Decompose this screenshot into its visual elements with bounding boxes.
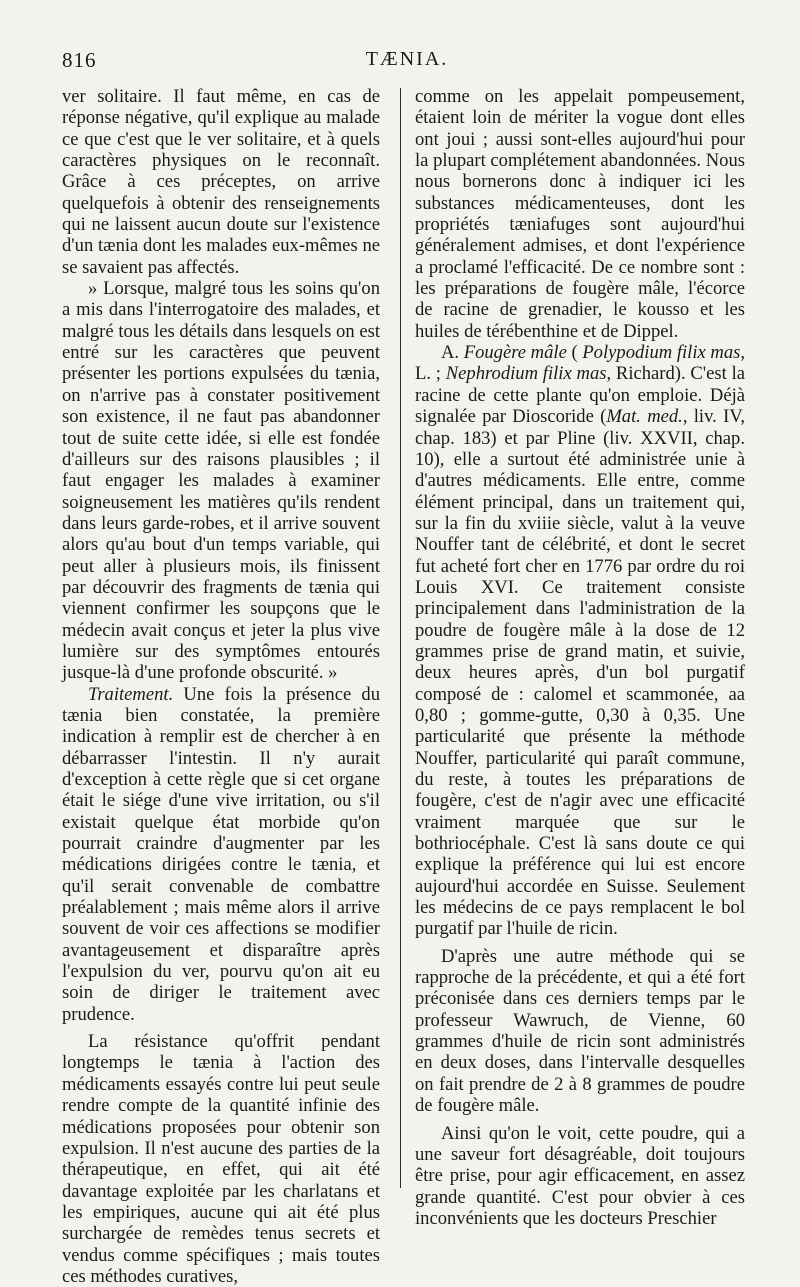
latin-name: Nephrodium filix mas [445,363,607,385]
page-header [62,48,752,80]
latin-name: Polypodium filix mas [582,342,741,364]
paragraph: comme on les appelait pompeusement, étaient loin de mériter la vogue dont elles ont joui ; aussi sont-elles aujourd'hui pour la plupart complétement abandonnées. Nous nous bornerons donc à indiquer ici les substances médicamenteuses, dont les propriétés tæniafuges sont aujourd'hui généralement admises, et dont l'expérience a proclamé l'efficacité. De ce nombre sont : les préparations de fougère mâle, l'écorce de racine de grenadier, le kousso et les huiles de térébenthine et de Dippel. [415,86,745,342]
paragraph-fougere [415,342,745,940]
text-span: , Richard). C'est la racine de cette plante qu'on emploie. Déjà signalée par Dioscoride ( [415,363,746,428]
text-span: , liv. IV, chap. 183) et par Pline (liv. XXVII, chap. 10), elle a surtout été administrée unie à d'autres médicaments. Elle entre, comme élément principal, dans un traitement qui, sur la fin du xviiie siècle, valut à la veuve Nouffer tant de célébrité, et dont le secret fut acheté fort cher en 1776 par ordre du roi Louis XVI. Ce traitement consiste principalement dans l'administration de la poudre de fougère mâle à la dose de 12 grammes prise de grand matin, et suivie, deux heures après, d'un bol purgatif composé de : calomel et scammonée, aa 0,80 ; gomme-gutte, 0,30 à 0,35. Une particularité que présente la méthode Nouffer, particularité qui paraît commune, du reste, à toutes les préparations de fougère, c'est de n'agir avec une efficacité vraiment marquée que sur le bothriocéphale. C'est là sans doute ce qui explique la préférence qui lui est encore aujourd'hui accordée en Suisse. Seulement les médecins de ce pays remplacent le bol purgatif par l'huile de ricin. [415,406,745,940]
column-divider [400,88,401,1188]
text-span: ( [566,342,583,364]
paragraph: ver solitaire. Il faut même, en cas de réponse négative, qu'il explique au malade ce que c'est que le ver solitaire, et à quels caractères physiques on le reconnaît. Grâce à ces préceptes, on arrive quelquefois à obtenir des renseignements qui ne laissent aucun doute sur l'existence d'un tænia dont les malades eux-mêmes ne se savaient pas affectés. [62,86,380,278]
left-column [62,86,380,1287]
paragraph: La résistance qu'offrit pendant longtemps le tænia à l'action des médicaments essayés contre lui peut seule rendre compte de la quantité infinie des médications proposées pour obtenir son expulsion. Il n'est aucune des parties de la thérapeutique, en effet, qui ait été davantage exploitée par les charlatans et les empiriques, aucune qui ait été plus surchargée de remèdes tenus secrets et vendus comme spécifiques ; mais toutes ces méthodes curatives, [62,1031,380,1287]
running-title: TÆNIA. [365,48,449,70]
right-column [415,86,745,1229]
text-span: A. [441,342,464,364]
paragraph-text: Une fois la présence du tænia bien constatée, la première indication à remplir est de chercher à en débarrasser l'intestin. Il n'y aurait d'exception à cette règle que si cet organe était le siége d'une vive irritation, ou s'il existait quelque état morbide qu'on pourrait craindre d'augmenter par les médications dirigées contre le tænia, et qu'il serait convenable de combattre préalablement ; mais même alors il arrive souvent de voir ces affections se modifier avantageusement et disparaître après l'expulsion du ver, pourvu qu'on ait eu soin de diriger le traitement avec prudence. [62,683,380,1025]
italic-title: Fougère mâle [463,342,567,364]
section-label: Traitement. [88,683,174,705]
paragraph-traitement [62,684,380,1026]
text-span: , L. ; [415,342,746,385]
reference-title: Mat. med. [606,406,683,428]
paragraph: » Lorsque, malgré tous les soins qu'on a mis dans l'interrogatoire des malades, et malgré tous les détails dans lesquels on est entré sur les caractères que peuvent présenter les portions expulsées du tænia, on n'arrive pas à constater positivement son existence, il ne faut pas abandonner tout de suite cette idée, si elle est fondée d'ailleurs sur des raisons plausibles ; il faut engager les malades à examiner soigneusement les matières qu'ils rendent dans leurs garde-robes, et il arrive souvent alors qu'au bout d'un temps variable, qui peut aller à plusieurs mois, ils finissent par découvrir des fragments de tænia qui viennent confirmer les soupçons que le médecin avait conçus et jeter la plus vive lumière sur des symptômes entourés jusque-là d'une profonde obscurité. » [62,278,380,684]
paragraph: D'après une autre méthode qui se rapproche de la précédente, et qui a été fort préconisée dans ces derniers temps par le professeur Wawruch, de Vienne, 60 grammes d'huile de ricin sont administrés en deux doses, dans l'intervalle desquelles on fait prendre de 2 à 8 grammes de poudre de fougère mâle. [415,945,745,1117]
paragraph: Ainsi qu'on le voit, cette poudre, qui a une saveur fort désagréable, doit toujours être prise, pour agir efficacement, en assez grande quantité. C'est pour obvier à ces inconvénients que les docteurs Preschier [415,1122,745,1229]
page-number: 816 [62,48,97,72]
